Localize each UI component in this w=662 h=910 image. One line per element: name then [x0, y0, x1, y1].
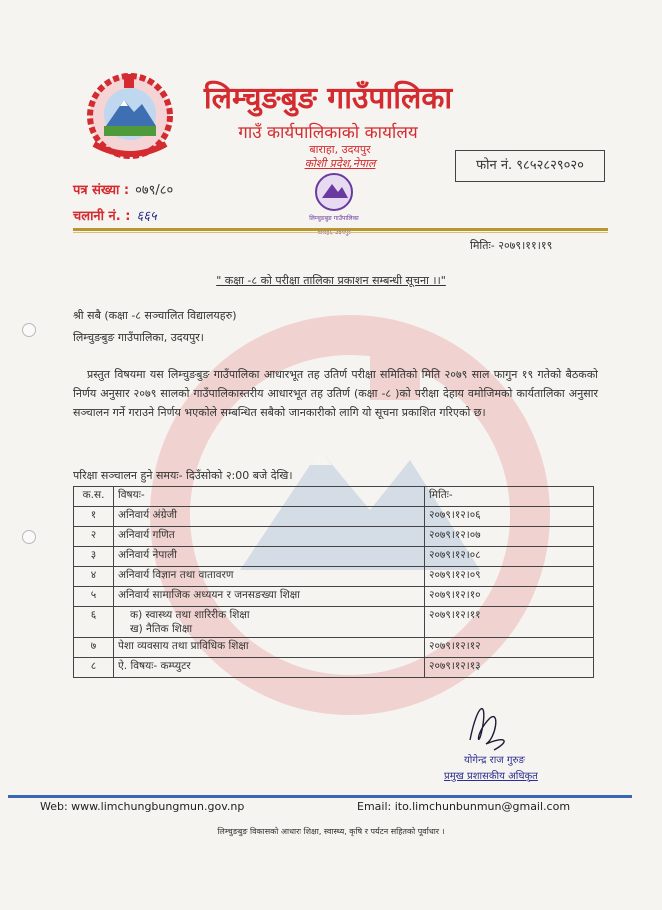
- footer-website[interactable]: Web: www.limchungbungmun.gov.np: [40, 800, 245, 813]
- row-sn: २: [74, 527, 114, 547]
- table-row: [74, 527, 594, 547]
- footer-email[interactable]: Email: ito.limchunbunmun@gmail.com: [357, 800, 571, 813]
- row-date: २०७९।१२।१३: [425, 658, 594, 678]
- dispatch-number-label: चलानी नं. :: [73, 209, 131, 224]
- row-date: २०७९।१२।१२: [425, 638, 594, 658]
- row-date: २०७९।१२।०७: [425, 527, 594, 547]
- official-stamp-icon: [298, 168, 370, 258]
- punch-hole: [22, 530, 36, 544]
- office-name: गाउँ कार्यपालिकाको कार्यालय: [238, 123, 418, 143]
- table-header-subject: विषयः-: [114, 487, 425, 507]
- table-row: [74, 547, 594, 567]
- row-sn: ६: [74, 607, 114, 638]
- signer-name: योगेन्द्र राज गुरुङ: [464, 755, 525, 766]
- row-subject: ऐ. विषयः- कम्प्युटर: [114, 658, 425, 678]
- row-sn: ५: [74, 587, 114, 607]
- row-date: २०७९।१२।०९: [425, 567, 594, 587]
- addressee-line1: श्री सबै (कक्षा -८ सञ्चालित विद्यालयहरु): [73, 309, 237, 322]
- footer-tagline: लिम्चुङबुङ विकासको आधारः शिक्षा, स्वास्थ्य, कृषि र पर्यटन सहितको पूर्वाधार ।: [217, 827, 445, 836]
- office-location: बाराहा, उदयपुर: [309, 143, 371, 156]
- table-header-date: मितिः-: [425, 487, 594, 507]
- row-subject: अनिवार्य सामाजिक अध्ययन र जनसङख्या शिक्षा: [114, 587, 425, 607]
- table-row: [74, 638, 594, 658]
- row-subject: क) स्वास्थ्य तथा शारिरीक शिक्षा: [130, 609, 250, 621]
- row-date: २०७९।१२।०६: [425, 507, 594, 527]
- header-rule: [73, 228, 608, 231]
- stamp-text-line1: लिम्चुङबुङ गाउँपालिका: [309, 215, 359, 222]
- signer-title: प्रमुख प्रशासकीय अधिकृत: [444, 771, 538, 782]
- row-subject: अनिवार्य नेपाली: [114, 547, 425, 567]
- phone-box: फोन नं. ९८५२८२९०२०: [455, 150, 605, 182]
- footer-rule: [8, 795, 632, 798]
- row-date: २०७९।१२।११: [425, 607, 594, 638]
- table-header-row: [74, 487, 594, 507]
- table-header-sn: क.स.: [74, 487, 114, 507]
- addressee-line2: लिम्चुङबुङ गाउँपालिका, उदयपुर।: [73, 331, 204, 344]
- letter-date: मितिः- २०७९।११।१९: [470, 239, 553, 252]
- table-row: [74, 567, 594, 587]
- row-subject: अनिवार्य गणित: [114, 527, 425, 547]
- row-subject-second: ख) नैतिक शिक्षा: [130, 623, 193, 635]
- table-row: [74, 587, 594, 607]
- header-rule-thin: [73, 232, 608, 233]
- row-sn: ३: [74, 547, 114, 567]
- row-date: २०७९।१२।१०: [425, 587, 594, 607]
- body-paragraph: प्रस्तुत विषयमा यस लिम्चुङबुङ गाउँपालिका आधारभूत तह उतिर्ण परीक्षा समितिको मिति २०७९ साल फागुन १९ गतेको बैठकको निर्णय अनुसार २०७९ सालको गाउँपालिकास्तरीय आधारभूत तह उतिर्ण (कक्षा -८ )को परीक्षा देहाय वमोजिमको कार्यतालिका अनुसार सञ्चालन गर्ने गराउने निर्णय भएकोले सम्बन्धित सबैको जानकारीको लागि यो सूचना प्रकाशित गरिएको छ।: [73, 368, 598, 419]
- table-row: [74, 507, 594, 527]
- letter-number-value: ०७९/८०: [135, 183, 174, 198]
- province-name: कोशी प्रदेश,नेपाल: [304, 157, 376, 170]
- row-subject: अनिवार्य अंग्रेजी: [114, 507, 425, 527]
- table-row: [74, 658, 594, 678]
- table-row: [74, 607, 594, 638]
- org-name: लिम्चुङबुङ गाउँपालिका: [203, 81, 453, 116]
- exam-time: परिक्षा सञ्चालन हुने समयः- दिउँसोको २:00 बजे देखि।: [73, 469, 293, 482]
- exam-schedule-table: [73, 486, 594, 678]
- subject-line: [0, 273, 662, 288]
- letter-number-label: पत्र संख्या :: [73, 183, 130, 198]
- row-subject: पेशा व्यवसाय तथा प्राविधिक शिक्षा: [114, 638, 425, 658]
- letter-number: [73, 180, 173, 198]
- subject-text: " कक्षा -८ को परीक्षा तालिका प्रकाशन सम्बन्धी सूचना ।।": [216, 274, 446, 287]
- row-sn: ४: [74, 567, 114, 587]
- row-subject-group: [114, 607, 425, 638]
- row-sn: ८: [74, 658, 114, 678]
- row-date: २०७९।१२।०८: [425, 547, 594, 567]
- row-sn: १: [74, 507, 114, 527]
- row-sn: ७: [74, 638, 114, 658]
- row-subject: अनिवार्य विज्ञान तथा वातावरण: [114, 567, 425, 587]
- dispatch-number: [73, 206, 157, 224]
- punch-hole: [22, 323, 36, 337]
- dispatch-number-value: ६६५: [136, 209, 157, 224]
